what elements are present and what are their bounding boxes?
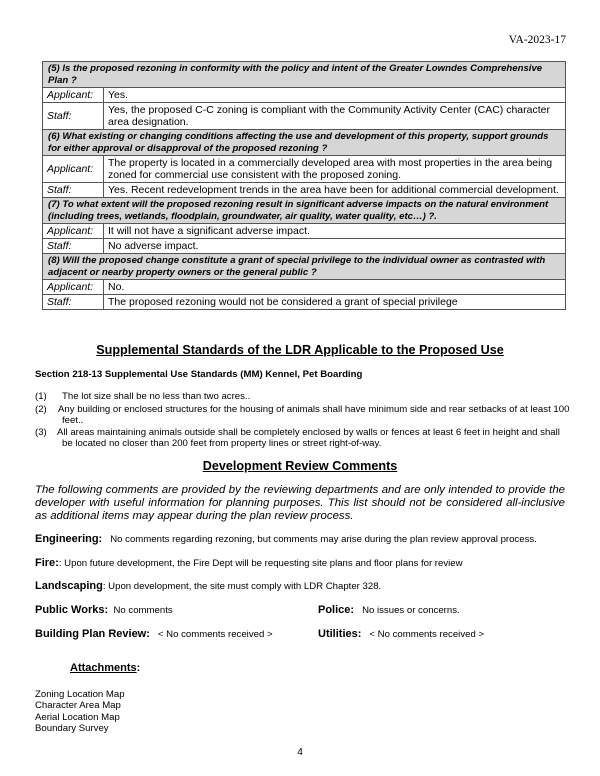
building-plan-review-text: < No comments received > <box>157 629 273 640</box>
staff-label: Staff: <box>43 295 104 310</box>
question-row <box>43 62 566 88</box>
question-row <box>43 130 566 156</box>
applicant-row <box>43 88 566 103</box>
staff-row <box>43 295 566 310</box>
section-reference: Section 218-13 Supplemental Use Standards (MM) Kennel, Pet Boarding <box>35 369 363 380</box>
landscaping-label: Landscaping <box>35 580 103 592</box>
attachments-heading <box>70 662 140 674</box>
standard-item-number: (2) <box>35 404 47 415</box>
staff-label: Staff: <box>43 103 104 130</box>
applicant-label: Applicant: <box>43 224 104 239</box>
landscaping-text: : Upon development, the site must comply with LDR Chapter 328. <box>102 581 382 592</box>
engineering-text: No comments regarding rezoning, but comments may arise during the plan review approval process. <box>110 534 537 545</box>
applicant-label: Applicant: <box>43 88 104 103</box>
development-review-heading: Development Review Comments <box>202 459 398 473</box>
standard-item-text: All areas maintaining animals outside shall be completely enclosed by walls or fences at least 6 feet in height and shall be located no closer than 200 feet from property lines or street right-of-way. <box>57 427 560 449</box>
staff-answer: The proposed rezoning would not be considered a grant of special privilege <box>104 295 566 310</box>
police-label: Police: <box>318 604 355 616</box>
supplemental-standards-heading: Supplemental Standards of the LDR Applicable to the Proposed Use <box>96 343 504 357</box>
rezoning-criteria-table <box>42 61 566 310</box>
applicant-answer: It will not have a significant adverse impact. <box>104 224 566 239</box>
document-id: VA-2023-17 <box>508 34 566 46</box>
public-works-label: Public Works: <box>35 604 109 616</box>
engineering-comment <box>35 533 537 545</box>
public-works-text: No comments <box>113 605 173 616</box>
attachment-item: Aerial Location Map <box>35 711 120 723</box>
police-comment <box>318 604 460 616</box>
utilities-label: Utilities: <box>318 628 362 640</box>
applicant-label: Applicant: <box>43 156 104 183</box>
attachment-item: Character Area Map <box>35 700 121 712</box>
staff-answer: No adverse impact. <box>104 239 566 254</box>
building-plan-review-label: Building Plan Review: <box>35 628 150 640</box>
question-text: (8) Will the proposed change constitute a grant of special privilege to the individual owner as contrasted with adjacent or nearby property owners or the general public ? <box>43 254 566 280</box>
fire-text: : Upon future development, the Fire Dept will be requesting site plans and floor plans for review <box>58 558 463 569</box>
page-number: 4 <box>297 747 303 758</box>
question-row <box>43 254 566 280</box>
landscaping-comment <box>35 580 381 592</box>
staff-answer: Yes. Recent redevelopment trends in the area have been for additional commercial development. <box>104 183 566 198</box>
applicant-row <box>43 280 566 295</box>
standard-item-number: (1) <box>35 391 47 402</box>
staff-row <box>43 103 566 130</box>
question-row <box>43 198 566 224</box>
applicant-answer: The property is located in a commercially developed area with most properties in the area being zoned for commercial use consistent with the proposed zoning. <box>104 156 566 183</box>
engineering-label: Engineering: <box>35 533 103 545</box>
applicant-answer: Yes. <box>104 88 566 103</box>
attachments-list <box>35 689 125 734</box>
staff-label: Staff: <box>43 183 104 198</box>
public-works-comment <box>35 604 173 616</box>
standard-item-text: The lot size shall be no less than two acres.. <box>62 391 251 402</box>
standard-item-number: (3) <box>35 427 47 438</box>
building-plan-review-comment <box>35 628 273 640</box>
question-text: (6) What existing or changing conditions affecting the use and development of this property, support grounds for either approval or disapproval of the proposed rezoning ? <box>43 130 566 156</box>
utilities-comment <box>318 628 484 640</box>
applicant-row <box>43 156 566 183</box>
applicant-answer: No. <box>104 280 566 295</box>
review-intro: The following comments are provided by the reviewing departments and are only intended to provide the developer with useful information for planning purposes. This list should not be considered all-inclusive as additional items may appear during the plan review process. <box>35 484 565 522</box>
attachment-item: Boundary Survey <box>35 722 109 734</box>
attachments-title: Attachments <box>70 662 137 674</box>
applicant-row <box>43 224 566 239</box>
question-text: (7) To what extent will the proposed rezoning result in significant adverse impacts on the natural environment (including trees, wetlands, floodplain, groundwater, air quality, water quality, etc…) ?. <box>43 198 566 224</box>
standard-item-text: Any building or enclosed structures for the housing of animals shall have minimum side and rear setbacks of at least 100 feet.. <box>58 404 570 426</box>
staff-answer: Yes, the proposed C-C zoning is compliant with the Community Activity Center (CAC) character area designation. <box>104 103 566 130</box>
fire-label: Fire: <box>35 557 59 569</box>
question-text: (5) Is the proposed rezoning in conformity with the policy and intent of the Greater Lowndes Comprehensive Plan ? <box>43 62 566 88</box>
police-text: No issues or concerns. <box>362 605 460 616</box>
staff-row <box>43 183 566 198</box>
utilities-text: < No comments received > <box>369 629 485 640</box>
staff-row <box>43 239 566 254</box>
staff-label: Staff: <box>43 239 104 254</box>
fire-comment <box>35 557 463 569</box>
applicant-label: Applicant: <box>43 280 104 295</box>
attachment-item: Zoning Location Map <box>35 689 125 700</box>
attachments-colon: : <box>136 662 141 674</box>
